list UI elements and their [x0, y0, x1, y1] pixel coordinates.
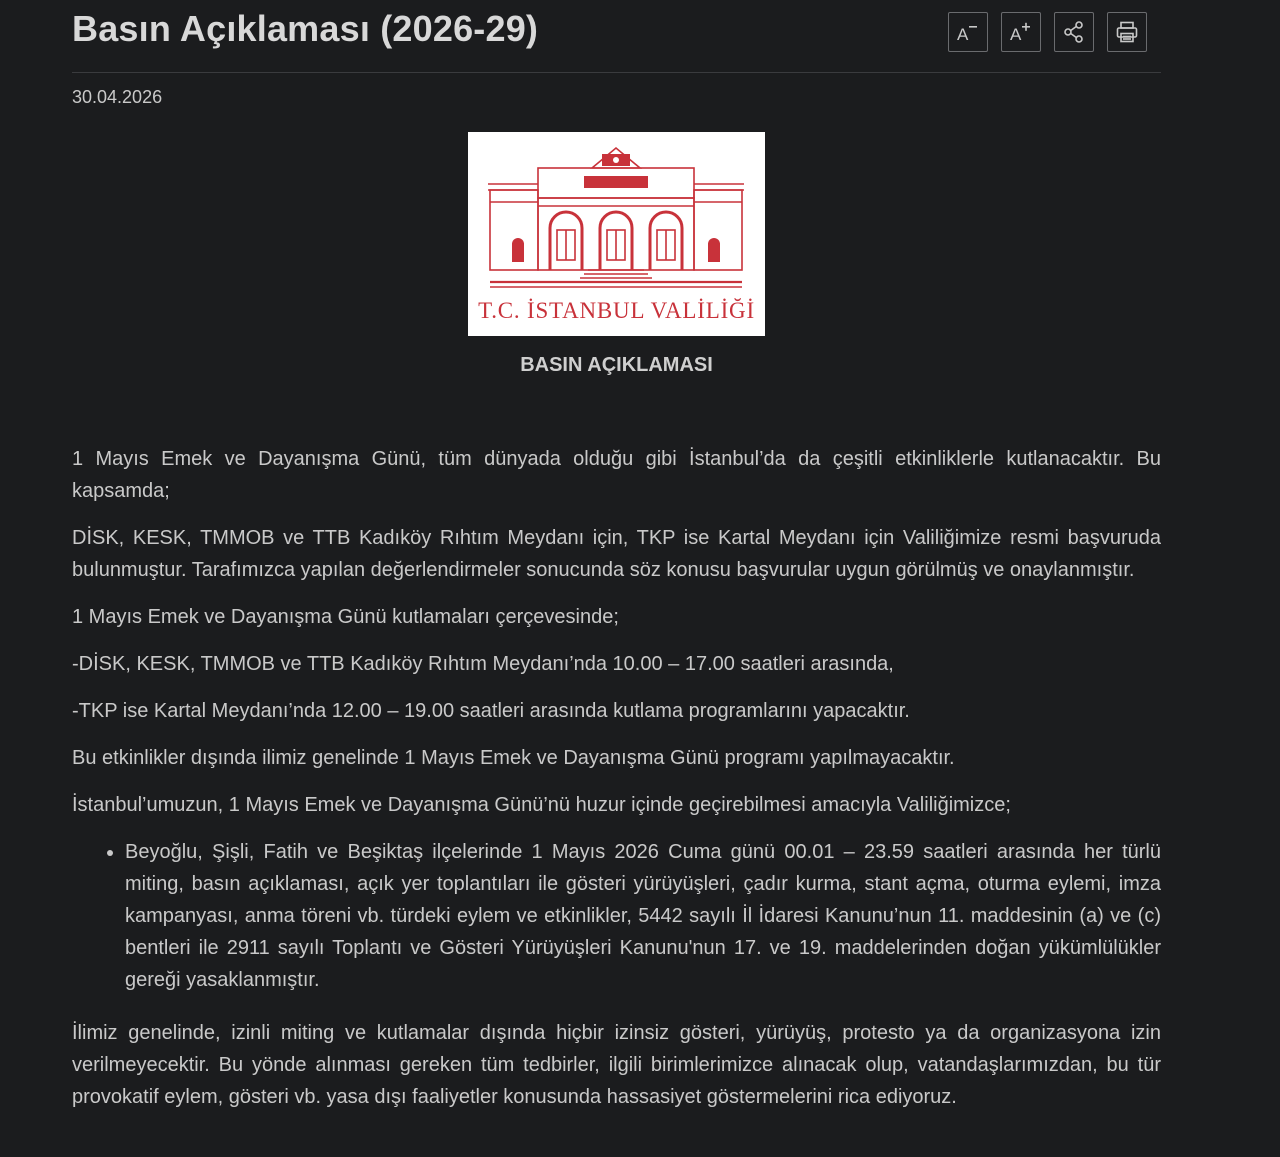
- istanbul-governorship-logo: [468, 132, 765, 336]
- list-item: • Beyoğlu, Şişli, Fatih ve Beşiktaş ilçelerinde 1 Mayıs 2026 Cuma günü 00.01 – 23.59 saatleri arasında her türlü miting, basın açıklaması, açık yer toplantıları ile gösteri yürüyüşleri, çadır kurma, stant açma, oturma eylemi, imza kampanyası, anma töreni vb. türdeki eylem ve etkinlikler, 5442 sayılı İl İdaresi Kanunu’nun 11. maddesinin (a) ve (c) bentleri ile 2911 sayılı Toplantı ve Gösteri Yürüyüşleri Kanunu'nun 17. ve 19. maddelerinden doğan yükümlülükler gereği yasaklanmıştır.: [125, 836, 1161, 996]
- paragraph: Bu etkinlikler dışında ilimiz genelinde 1 Mayıs Emek ve Dayanışma Günü programı yapılmayacaktır.: [72, 747, 955, 769]
- font-decrease-icon: [955, 21, 981, 43]
- print-icon: [1115, 20, 1139, 44]
- article-toolbar: [948, 12, 1147, 52]
- increase-font-button[interactable]: [1001, 12, 1041, 52]
- print-button[interactable]: [1107, 12, 1147, 52]
- article-body: [72, 443, 1161, 1128]
- share-icon: [1062, 20, 1086, 44]
- press-release-heading: BASIN AÇIKLAMASI: [520, 354, 713, 376]
- logo-caption: T.C. İSTANBUL VALİLİĞİ: [478, 298, 755, 323]
- publish-date: 30.04.2026: [72, 87, 163, 107]
- svg-text:A: A: [957, 25, 969, 43]
- decrease-font-button[interactable]: [948, 12, 988, 52]
- paragraph: DİSK, KESK, TMMOB ve TTB Kadıköy Rıhtım Meydanı için, TKP ise Kartal Meydanı için Valiliğimize resmi başvuruda bulunmuştur. Tarafımızca yapılan değerlendirmeler sonucunda söz konusu başvurular uygun görülmüş ve onaylanmıştır.: [72, 527, 1161, 581]
- paragraph: 1 Mayıs Emek ve Dayanışma Günü, tüm dünyada olduğu gibi İstanbul’da da çeşitli etkinliklerle kutlanacaktır. Bu kapsamda;: [72, 448, 1161, 502]
- ban-list: [72, 836, 1161, 996]
- paragraph: İstanbul’umuzun, 1 Mayıs Emek ve Dayanışma Günü’nü huzur içinde geçirebilmesi amacıyla Valiliğimizce;: [72, 794, 1011, 816]
- paragraph: -DİSK, KESK, TMMOB ve TTB Kadıköy Rıhtım Meydanı’nda 10.00 – 17.00 saatleri arasında,: [72, 653, 894, 675]
- press-release-page: [72, 0, 1161, 1108]
- page-title: Basın Açıklaması (2026-29): [72, 8, 539, 49]
- paragraph: İlimiz genelinde, izinli miting ve kutlamalar dışında hiçbir izinsiz gösteri, yürüyüş, protesto ya da organizasyona izin verilmeyecektir. Bu yönde alınması gereken tüm tedbirler, ilgili birimlerimizce alınacak olup, vatandaşlarımızdan, bu tür provokatif eylem, gösteri vb. yasa dışı faaliyetler konusunda hassasiyet göstermelerini rica ediyoruz.: [72, 1022, 1161, 1108]
- font-increase-icon: [1008, 21, 1034, 43]
- paragraph: 1 Mayıs Emek ve Dayanışma Günü kutlamaları çerçevesinde;: [72, 606, 619, 628]
- paragraph: -TKP ise Kartal Meydanı’nda 12.00 – 19.00 saatleri arasında kutlama programlarını yapacaktır.: [72, 700, 910, 722]
- svg-text:A: A: [1010, 25, 1022, 43]
- page-header: [72, 0, 1161, 73]
- share-button[interactable]: [1054, 12, 1094, 52]
